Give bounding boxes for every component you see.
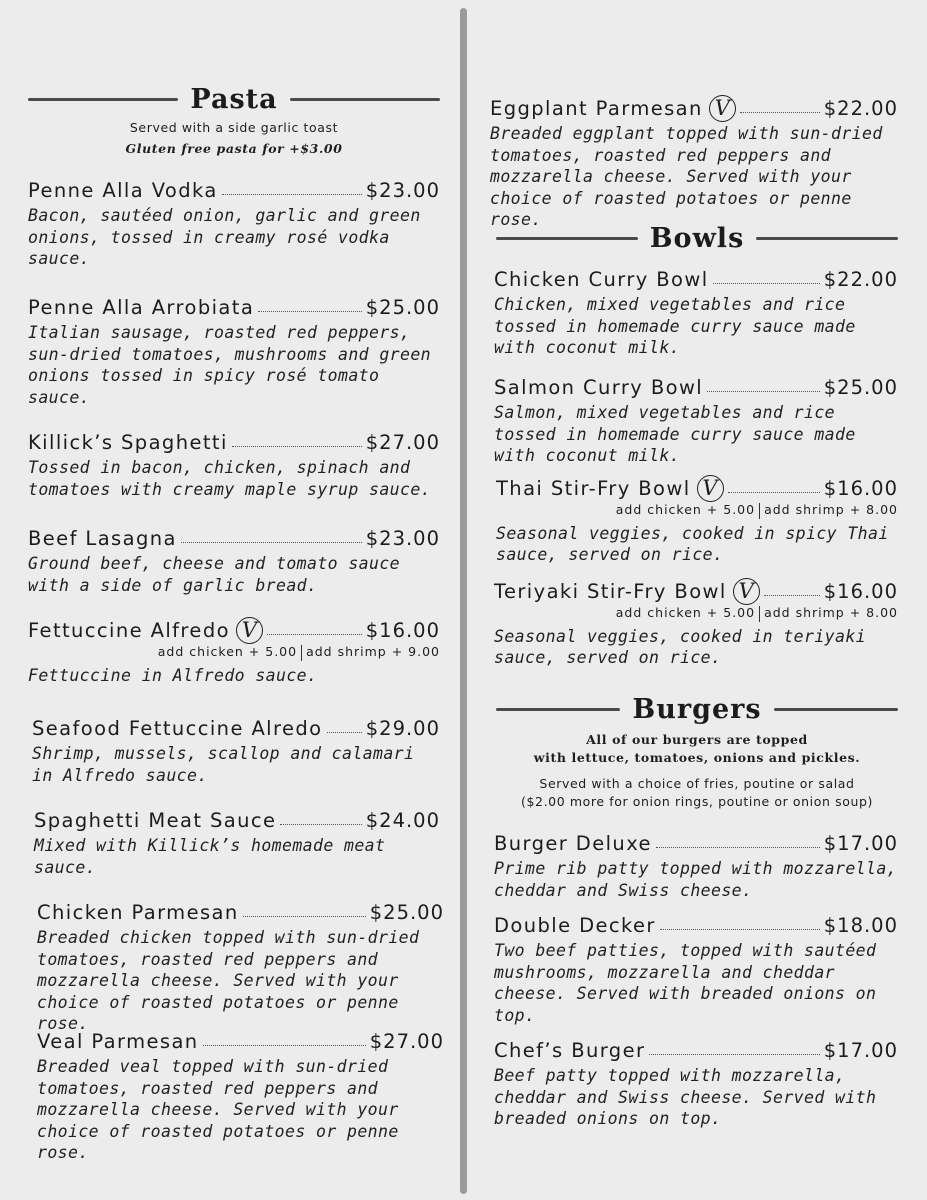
leader-dots [327, 732, 362, 733]
item-description: Tossed in bacon, chicken, spinach and tomatoes with creamy maple syrup sauce. [28, 458, 432, 499]
menu-item-killicks-spaghetti [28, 426, 440, 500]
menu-item-spaghetti-meat-sauce [34, 804, 440, 878]
burgers-header [496, 692, 898, 726]
vegetarian-icon: V [709, 95, 736, 122]
item-description: Beef patty topped with mozzarella, cheddar and Swiss cheese. Served with breaded onions on top. [494, 1066, 877, 1128]
item-price: $25.00 [365, 296, 440, 319]
pasta-title: Pasta [190, 83, 278, 115]
item-description: Shrimp, mussels, scallop and calamari in Alfredo sauce. [32, 744, 415, 785]
item-name: Killick’s Spaghetti [28, 431, 228, 454]
item-description: Seasonal veggies, cooked in teriyaki sauce, served on rice. [494, 626, 867, 667]
item-name: Eggplant Parmesan [490, 97, 703, 120]
leader-dots [243, 916, 366, 917]
item-description: Seasonal veggies, cooked in spicy Thai sauce, served on rice. [496, 523, 889, 564]
item-name: Thai Stir-Fry Bowl [496, 477, 691, 500]
item-name: Salmon Curry Bowl [494, 376, 704, 399]
item-price: $17.00 [823, 1039, 898, 1062]
addon-shrimp: add shrimp + 9.00 [306, 644, 440, 659]
addon-chicken: add chicken + 5.00 [615, 502, 756, 517]
leader-dots [258, 311, 362, 312]
leader-dots [728, 492, 820, 493]
menu-item-salmon-curry-bowl [494, 371, 898, 467]
item-price: $18.00 [823, 914, 898, 937]
bowls-header [496, 221, 898, 255]
item-price: $17.00 [823, 832, 898, 855]
addon-shrimp: add shrimp + 8.00 [764, 605, 898, 620]
item-description: Bacon, sautéed onion, garlic and green onions, tossed in creamy rosé vodka sauce. [28, 206, 421, 268]
addon-chicken: add chicken + 5.00 [615, 605, 756, 620]
item-description: Fettuccine in Alfredo sauce. [28, 665, 318, 685]
addon-separator [759, 503, 760, 519]
item-name: Beef Lasagna [28, 527, 177, 550]
leader-dots [267, 634, 362, 635]
item-description: Breaded chicken topped with sun-dried tomatoes, roasted red peppers and mozzarella cheese. Served with your choice of roasted potatoes or penne rose. [37, 928, 420, 1033]
menu-item-seafood-fettuccine [32, 712, 440, 786]
menu-item-penne-arrobiata [28, 291, 440, 408]
vegetarian-icon: V [697, 475, 724, 502]
burgers-title: Burgers [632, 693, 762, 725]
item-name: Veal Parmesan [37, 1030, 199, 1053]
item-price: $22.00 [823, 97, 898, 120]
leader-dots [740, 112, 820, 113]
item-price: $23.00 [365, 527, 440, 550]
leader-dots [713, 283, 820, 284]
burgers-sides-note: ($2.00 more for onion rings, poutine or onion soup) [521, 794, 873, 809]
menu-item-beef-lasagna [28, 522, 440, 596]
item-name: Chicken Curry Bowl [494, 268, 709, 291]
menu-item-chicken-parmesan [37, 896, 444, 1035]
header-rule [28, 98, 178, 101]
item-name: Chef’s Burger [494, 1039, 646, 1062]
item-addons [496, 502, 898, 519]
header-rule [496, 237, 638, 240]
item-name: Spaghetti Meat Sauce [34, 809, 277, 832]
pasta-note: Served with a side garlic toast [129, 120, 339, 135]
addon-separator [301, 645, 302, 661]
leader-dots [280, 824, 361, 825]
item-price: $25.00 [823, 376, 898, 399]
item-price: $16.00 [365, 619, 440, 642]
pasta-header [28, 82, 440, 116]
leader-dots [764, 595, 820, 596]
leader-dots [707, 391, 820, 392]
menu-item-chefs-burger [494, 1034, 898, 1130]
leader-dots [660, 929, 820, 930]
item-addons [28, 644, 440, 661]
menu-item-teriyaki-stir-fry-bowl [494, 575, 898, 669]
item-name: Seafood Fettuccine Alredo [32, 717, 323, 740]
item-price: $27.00 [365, 431, 440, 454]
item-description: Chicken, mixed vegetables and rice tossed in homemade curry sauce made with coconut milk. [494, 295, 856, 357]
item-name: Teriyaki Stir-Fry Bowl [494, 580, 727, 603]
item-description: Mixed with Killick’s homemade meat sauce. [34, 836, 386, 877]
leader-dots [203, 1045, 366, 1046]
item-description: Two beef patties, topped with sautéed mushrooms, mozzarella and cheddar cheese. Served with breaded onions on top. [494, 941, 877, 1025]
header-rule [774, 708, 898, 711]
menu-item-burger-deluxe [494, 827, 898, 901]
menu-item-eggplant-parmesan [490, 92, 898, 231]
header-rule [496, 708, 620, 711]
addon-separator [759, 606, 760, 622]
leader-dots [222, 194, 362, 195]
vegetarian-icon: V [236, 617, 263, 644]
item-price: $25.00 [369, 901, 444, 924]
item-description: Breaded veal topped with sun-dried tomatoes, roasted red peppers and mozzarella cheese. Served with your choice of roasted potatoes or penne rose. [37, 1057, 399, 1162]
item-description: Salmon, mixed vegetables and rice tossed in homemade curry sauce made with coconut milk. [494, 403, 856, 465]
burgers-toppings-note: with lettuce, tomatoes, onions and pickles. [533, 750, 861, 765]
menu-item-chicken-curry-bowl [494, 263, 898, 359]
item-name: Fettuccine Alfredo [28, 619, 230, 642]
item-price: $22.00 [823, 268, 898, 291]
item-name: Burger Deluxe [494, 832, 652, 855]
item-name: Penne Alla Vodka [28, 179, 218, 202]
item-price: $23.00 [365, 179, 440, 202]
addon-chicken: add chicken + 5.00 [157, 644, 298, 659]
leader-dots [181, 542, 362, 543]
bowls-title: Bowls [649, 222, 745, 254]
leader-dots [232, 446, 362, 447]
item-price: $29.00 [365, 717, 440, 740]
pasta-gluten-note: Gluten free pasta for +$3.00 [125, 141, 343, 156]
item-description: Ground beef, cheese and tomato sauce with a side of garlic bread. [28, 554, 401, 595]
item-name: Penne Alla Arrobiata [28, 296, 255, 319]
menu-item-penne-vodka [28, 174, 440, 270]
menu-item-double-decker [494, 909, 898, 1026]
item-name: Chicken Parmesan [37, 901, 239, 924]
addon-shrimp: add shrimp + 8.00 [764, 502, 898, 517]
header-rule [756, 237, 898, 240]
header-rule [290, 98, 440, 101]
item-price: $27.00 [369, 1030, 444, 1053]
item-addons [494, 605, 898, 622]
column-divider [460, 8, 467, 1194]
item-price: $16.00 [823, 477, 898, 500]
vegetarian-icon: V [733, 578, 760, 605]
menu-item-thai-stir-fry-bowl [496, 472, 898, 566]
leader-dots [656, 847, 820, 848]
burgers-toppings-note: All of our burgers are topped [586, 732, 808, 747]
leader-dots [649, 1054, 819, 1055]
menu-item-fettuccine-alfredo [28, 614, 440, 686]
item-description: Breaded eggplant topped with sun-dried tomatoes, roasted red peppers and mozzarella cheese. Served with your choice of roasted potatoes or penne rose. [490, 124, 883, 229]
item-description: Italian sausage, roasted red peppers, sun-dried tomatoes, mushrooms and green onions tossed in spicy rosé tomato sauce. [28, 323, 432, 407]
menu-item-veal-parmesan [37, 1025, 444, 1164]
item-price: $16.00 [823, 580, 898, 603]
burgers-sides-note: Served with a choice of fries, poutine or salad [539, 776, 855, 791]
item-price: $24.00 [365, 809, 440, 832]
item-name: Double Decker [494, 914, 656, 937]
item-description: Prime rib patty topped with mozzarella, cheddar and Swiss cheese. [494, 859, 898, 900]
